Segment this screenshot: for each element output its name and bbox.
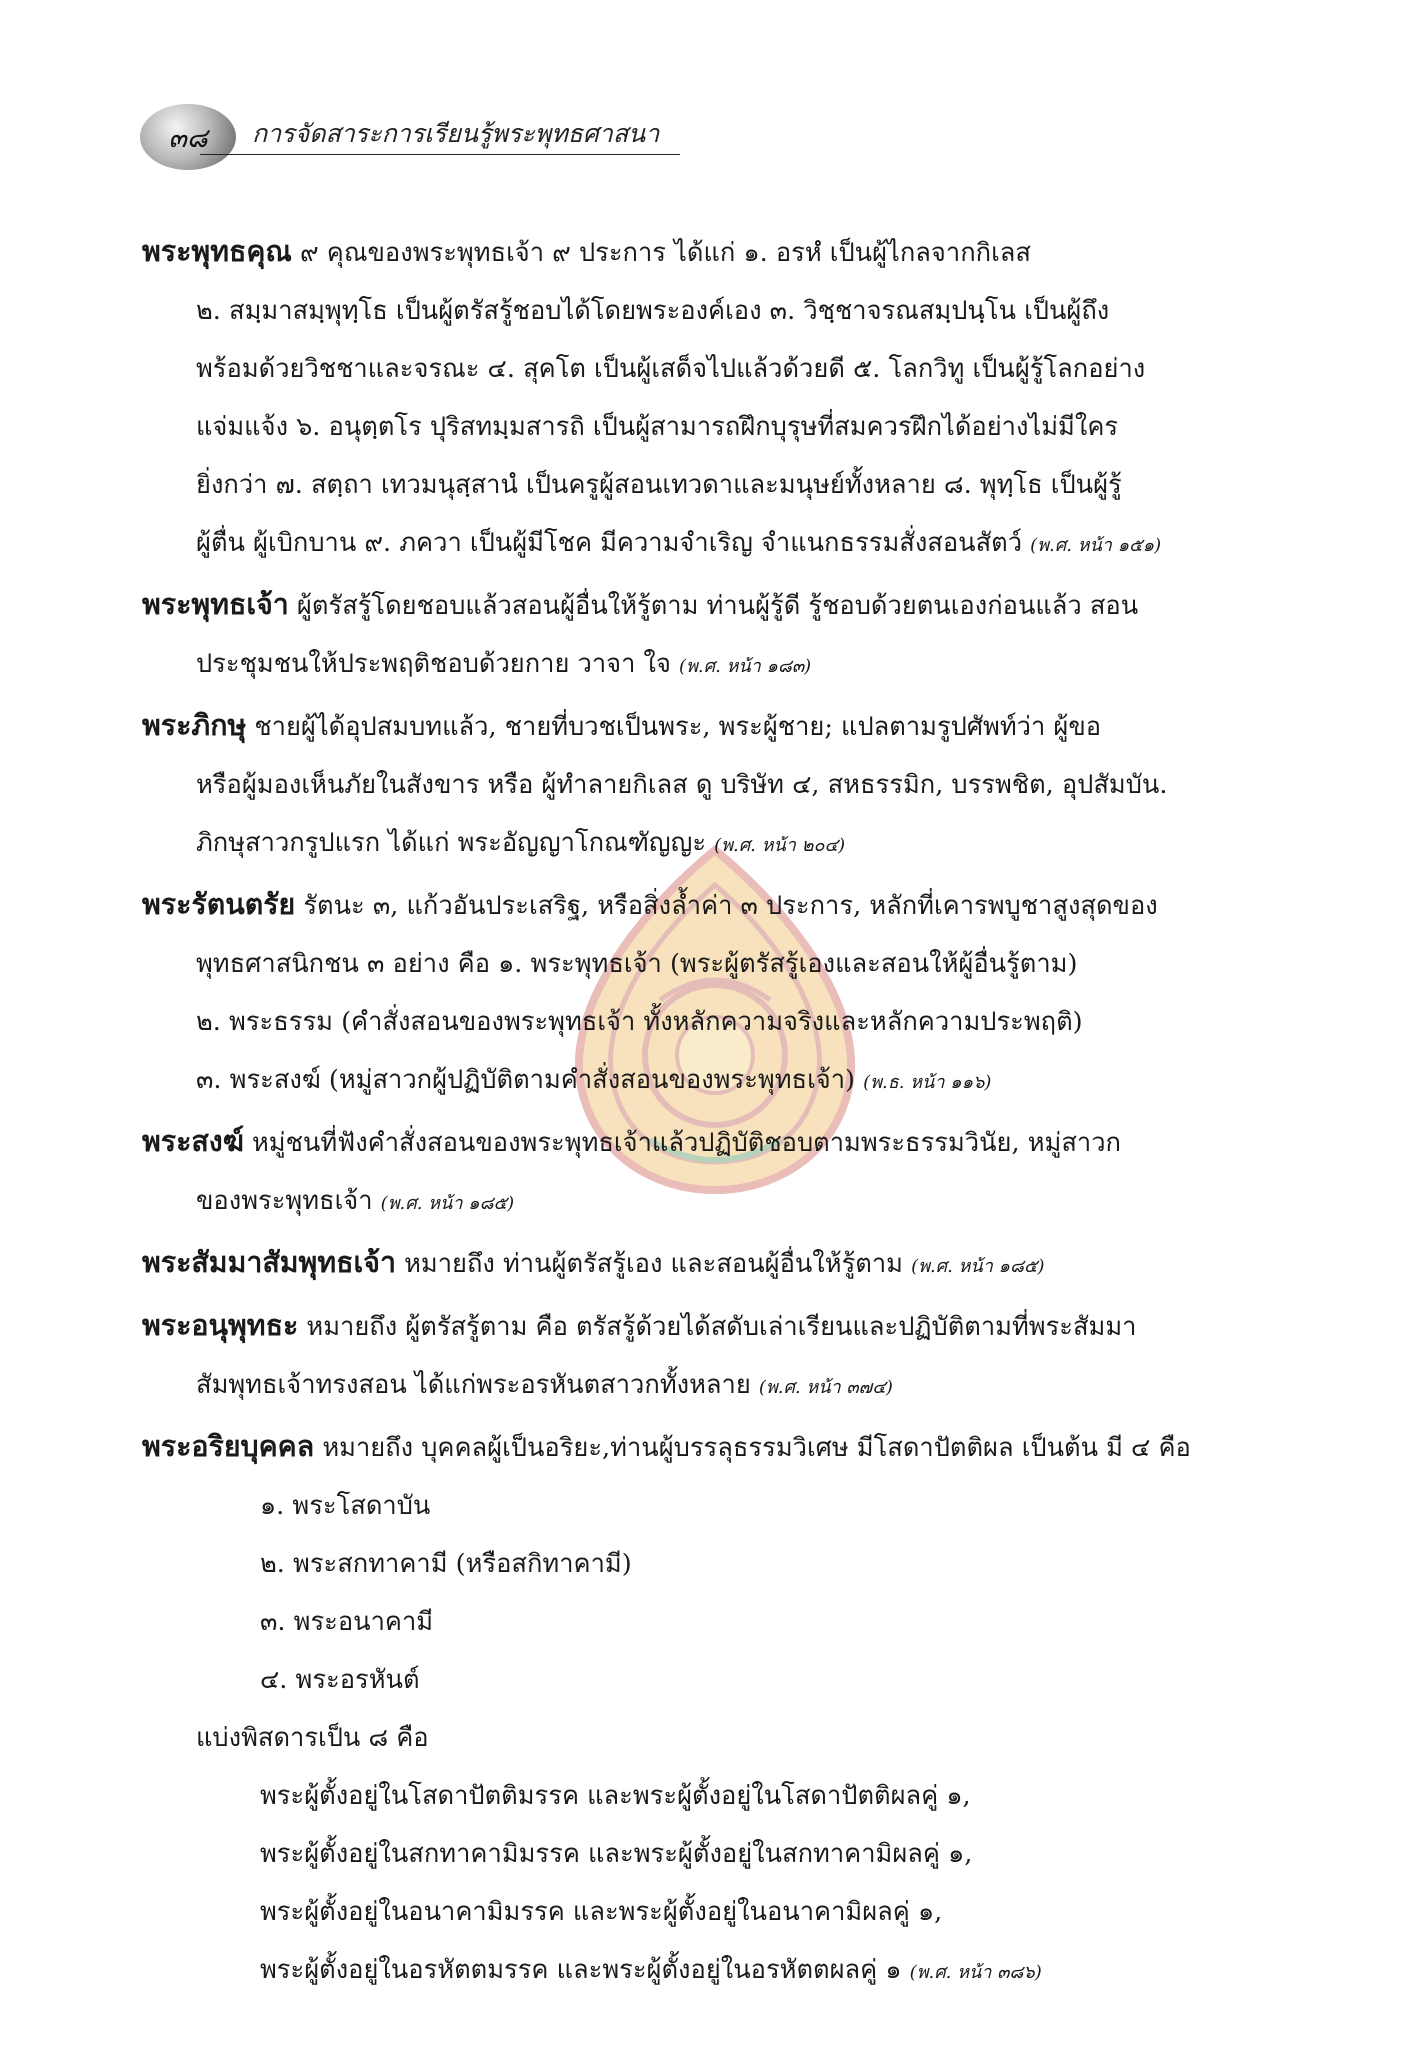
entry-term: พระรัตนตรัย bbox=[142, 887, 296, 921]
entry-line: พุทธศาสนิกชน ๓ อย่าง คือ ๑. พระพุทธเจ้า (พระผู้ตรัสรู้เองและสอนให้ผู้อื่นรู้ตาม) bbox=[196, 949, 1078, 979]
entry-reference: (พ.ศ. หน้า ๑๘๕) bbox=[380, 1193, 515, 1214]
entry-term: พระพุทธเจ้า bbox=[142, 587, 289, 621]
entry-reference: (พ.ศ. หน้า ๑๘๓) bbox=[679, 656, 812, 677]
glossary-entry bbox=[142, 1233, 1282, 1296]
entry-text: พระผู้ตั้งอยู่ในอรหัตตมรรค และพระผู้ตั้งอยู่ในอรหัตตผลคู่ ๑ bbox=[260, 1955, 910, 1985]
entry-text: ประชุมชนให้ประพฤติชอบด้วยกาย วาจา ใจ bbox=[196, 649, 680, 679]
entry-term: พระอริยบุคคล bbox=[142, 1429, 315, 1463]
list-item: ๓. พระอนาคามี bbox=[260, 1607, 434, 1637]
entry-text: ชายผู้ได้อุปสมบทแล้ว, ชายที่บวชเป็นพระ, พระผู้ชาย; แปลตามรูปศัพท์ว่า ผู้ขอ bbox=[246, 712, 1102, 742]
entry-reference: (พ.ศ. หน้า ๒๐๔) bbox=[714, 835, 846, 856]
entry-text: หมายถึง บุคคลผู้เป็นอริยะ,ท่านผู้บรรลุธรรมวิเศษ มีโสดาปัตติผล เป็นต้น มี ๔ คือ bbox=[314, 1433, 1191, 1463]
entry-reference: (พ.ศ. หน้า ๓๗๔) bbox=[758, 1377, 893, 1398]
glossary-content bbox=[142, 222, 1282, 2002]
glossary-entry bbox=[142, 696, 1282, 875]
glossary-entry bbox=[142, 575, 1282, 696]
entry-text: หมายถึง ผู้ตรัสรู้ตาม คือ ตรัสรู้ด้วยได้สดับเล่าเรียนและปฏิบัติตามที่พระสัมมา bbox=[298, 1312, 1137, 1342]
pair-line bbox=[142, 1941, 1282, 2002]
list-item: ๑. พระโสดาบัน bbox=[260, 1491, 431, 1521]
page-header bbox=[140, 104, 680, 174]
glossary-entry bbox=[142, 1296, 1282, 1417]
entry-text: ๙ คุณของพระพุทธเจ้า ๙ ประการ ได้แก่ ๑. อรหํ เป็นผู้ไกลจากกิเลส bbox=[291, 238, 1031, 268]
glossary-entry bbox=[142, 1417, 1282, 2002]
page-number-badge bbox=[140, 104, 236, 170]
entry-text: หมู่ชนที่ฟังคำสั่งสอนของพระพุทธเจ้าแล้วปฏิบัติชอบตามพระธรรมวินัย, หมู่สาวก bbox=[243, 1128, 1121, 1158]
pair-line: พระผู้ตั้งอยู่ในสกทาคามิมรรค และพระผู้ตั้งอยู่ในสกทาคามิผลคู่ ๑, bbox=[260, 1839, 973, 1869]
entry-text: ผู้ตื่น ผู้เบิกบาน ๙. ภควา เป็นผู้มีโชค มีความจำเริญ จำแนกธรรมสั่งสอนสัตว์ bbox=[196, 528, 1031, 558]
entry-line bbox=[142, 514, 1282, 575]
glossary-entry bbox=[142, 875, 1282, 1112]
divide-heading: แบ่งพิสดารเป็น ๘ คือ bbox=[196, 1723, 429, 1753]
entry-line: หรือผู้มองเห็นภัยในสังขาร หรือ ผู้ทำลายกิเลส ดู บริษัท ๔, สหธรรมิก, บรรพชิต, อุปสัมบัน. bbox=[196, 770, 1168, 800]
entry-text: ของพระพุทธเจ้า bbox=[196, 1186, 381, 1216]
entry-line: แจ่มแจ้ง ๖. อนุตฺตโร ปุริสทมฺมสารถิ เป็นผู้สามารถฝึกบุรุษที่สมควรฝึกได้อย่างไม่มีใคร bbox=[196, 412, 1119, 442]
entry-term: พระภิกษุ bbox=[142, 708, 247, 742]
entry-reference: (พ.ศ. หน้า ๑๘๕) bbox=[911, 1256, 1045, 1277]
list-item: ๔. พระอรหันต์ bbox=[260, 1665, 420, 1695]
entry-line: ยิ่งกว่า ๗. สตฺถา เทวมนุสฺสานํ เป็นครูผู้สอนเทวดาและมนุษย์ทั้งหลาย ๘. พุทฺโธ เป็นผู้รู้ bbox=[196, 470, 1122, 500]
entry-line: ๒. สมฺมาสมฺพุทฺโธ เป็นผู้ตรัสรู้ชอบได้โดยพระองค์เอง ๓. วิชฺชาจรณสมฺปนฺโน เป็นผู้ถึง bbox=[196, 296, 1110, 326]
pair-line: พระผู้ตั้งอยู่ในโสดาปัตติมรรค และพระผู้ตั้งอยู่ในโสดาปัตติผลคู่ ๑, bbox=[260, 1781, 971, 1811]
entry-text: หมายถึง ท่านผู้ตรัสรู้เอง และสอนผู้อื่นให้รู้ตาม bbox=[395, 1249, 912, 1279]
entry-line bbox=[142, 814, 1282, 875]
entry-term: พระอนุพุทธะ bbox=[142, 1308, 299, 1342]
entry-term: พระพุทธคุณ bbox=[142, 234, 292, 268]
header-title: การจัดสาระการเรียนรู้พระพุทธศาสนา bbox=[252, 119, 660, 148]
entry-line: พร้อมด้วยวิชชาและจรณะ ๔. สุคโต เป็นผู้เสด็จไปแล้วด้วยดี ๕. โลกวิทู เป็นผู้รู้โลกอย่าง bbox=[196, 354, 1146, 384]
glossary-entry bbox=[142, 222, 1282, 575]
entry-text: ภิกษุสาวกรูปแรก ได้แก่ พระอัญญาโกณฑัญญะ bbox=[196, 828, 715, 858]
glossary-entry bbox=[142, 1112, 1282, 1233]
entry-line: ๒. พระธรรม (คำสั่งสอนของพระพุทธเจ้า ทั้งหลักความจริงและหลักความประพฤติ) bbox=[196, 1007, 1083, 1037]
header-rule bbox=[200, 154, 680, 155]
entry-text: ๓. พระสงฆ์ (หมู่สาวกผู้ปฏิบัติตามคำสั่งสอนของพระพุทธเจ้า) bbox=[196, 1065, 864, 1095]
entry-term: พระสงฆ์ bbox=[142, 1124, 244, 1158]
entry-term: พระสัมมาสัมพุทธเจ้า bbox=[142, 1245, 396, 1279]
page-number: ๓๘ bbox=[168, 122, 208, 154]
entry-text: สัมพุทธเจ้าทรงสอน ได้แก่พระอรหันตสาวกทั้งหลาย bbox=[196, 1370, 759, 1400]
entry-line bbox=[142, 1356, 1282, 1417]
entry-line bbox=[142, 1172, 1282, 1233]
entry-line bbox=[142, 1051, 1282, 1112]
entry-reference: (พ.ธ. หน้า ๑๑๖) bbox=[863, 1072, 992, 1093]
entry-text: รัตนะ ๓, แก้วอันประเสริฐ, หรือสิ่งล้ำค่า ๓ ประการ, หลักที่เคารพบูชาสูงสุดของ bbox=[295, 891, 1158, 921]
entry-reference: (พ.ศ. หน้า ๑๕๑) bbox=[1030, 535, 1162, 556]
entry-line bbox=[142, 635, 1282, 696]
entry-reference: (พ.ศ. หน้า ๓๘๖) bbox=[909, 1962, 1042, 1983]
list-item: ๒. พระสกทาคามี (หรือสกิทาคามี) bbox=[260, 1549, 632, 1579]
entry-text: ผู้ตรัสรู้โดยชอบแล้วสอนผู้อื่นให้รู้ตาม ท่านผู้รู้ดี รู้ชอบด้วยตนเองก่อนแล้ว สอน bbox=[288, 591, 1139, 621]
pair-line: พระผู้ตั้งอยู่ในอนาคามิมรรค และพระผู้ตั้งอยู่ในอนาคามิผลคู่ ๑, bbox=[260, 1897, 943, 1927]
